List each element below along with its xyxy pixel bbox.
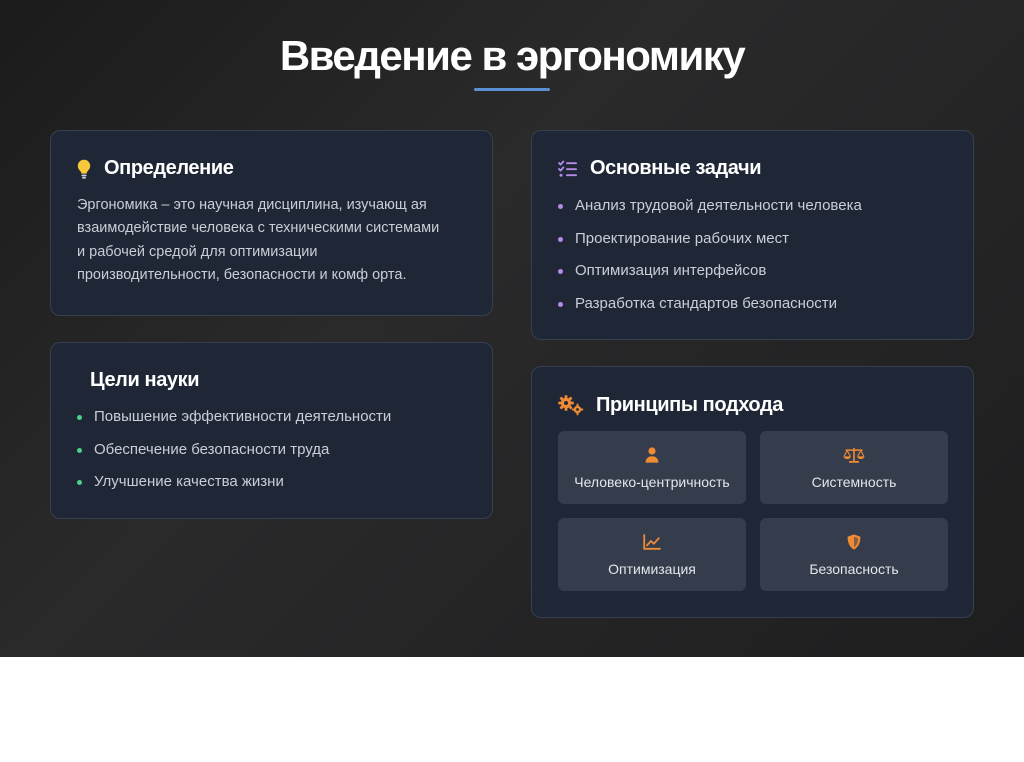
lightbulb-icon [75, 158, 93, 180]
principles-card [531, 366, 974, 618]
definition-line: взаимодействие человека с техническими системами [77, 220, 440, 237]
principle-label: Системность [811, 474, 897, 490]
principle-label: Человеко-центричность [574, 474, 730, 490]
principle-tile-systemic [760, 431, 948, 504]
bullet-dot [77, 448, 82, 453]
principle-tile-human-centricity [558, 431, 746, 504]
bullet-dot [558, 302, 563, 307]
tasks-title: Основные задачи [590, 157, 762, 179]
principle-tile-safety [760, 518, 948, 591]
slide-title: Введение в эргономику [279, 32, 745, 79]
definition-title: Определение [104, 157, 234, 179]
definition-card [50, 130, 493, 316]
title-underline [474, 88, 550, 91]
bullet-dot [558, 237, 563, 242]
shield-icon [760, 532, 948, 552]
tasks-card: Основные задачи Анализ трудовой деятельности человека Проектирование рабочих мест Оптимизация интерфейсов Разработка стандартов безопасности [531, 130, 974, 340]
gears-icon [557, 393, 585, 417]
principles-title: Принципы подхода [596, 393, 783, 416]
definition-text [77, 194, 477, 287]
line-chart-icon [558, 532, 746, 552]
definition-line: производительности, безопасности и комф орта. [77, 266, 407, 283]
user-icon [558, 445, 746, 465]
principle-tile-optimization [558, 518, 746, 591]
goals-card: Цели науки Повышение эффективности деятельности Обеспечение безопасности труда Улучшение качества жизни [50, 342, 493, 519]
bullet-dot [77, 480, 82, 485]
checklist-icon [557, 158, 579, 180]
definition-line: Эргономика – это научная дисциплина, изучающ ая [77, 197, 427, 213]
principle-label: Оптимизация [608, 561, 696, 577]
principle-label: Безопасность [809, 561, 899, 577]
bullet-dot [558, 204, 563, 209]
balance-scale-icon [760, 445, 948, 465]
bullet-dot [77, 415, 82, 420]
definition-line: и рабочей средой для оптимизации [77, 243, 318, 260]
goals-title: Цели науки [90, 369, 200, 391]
bullet-dot [558, 269, 563, 274]
